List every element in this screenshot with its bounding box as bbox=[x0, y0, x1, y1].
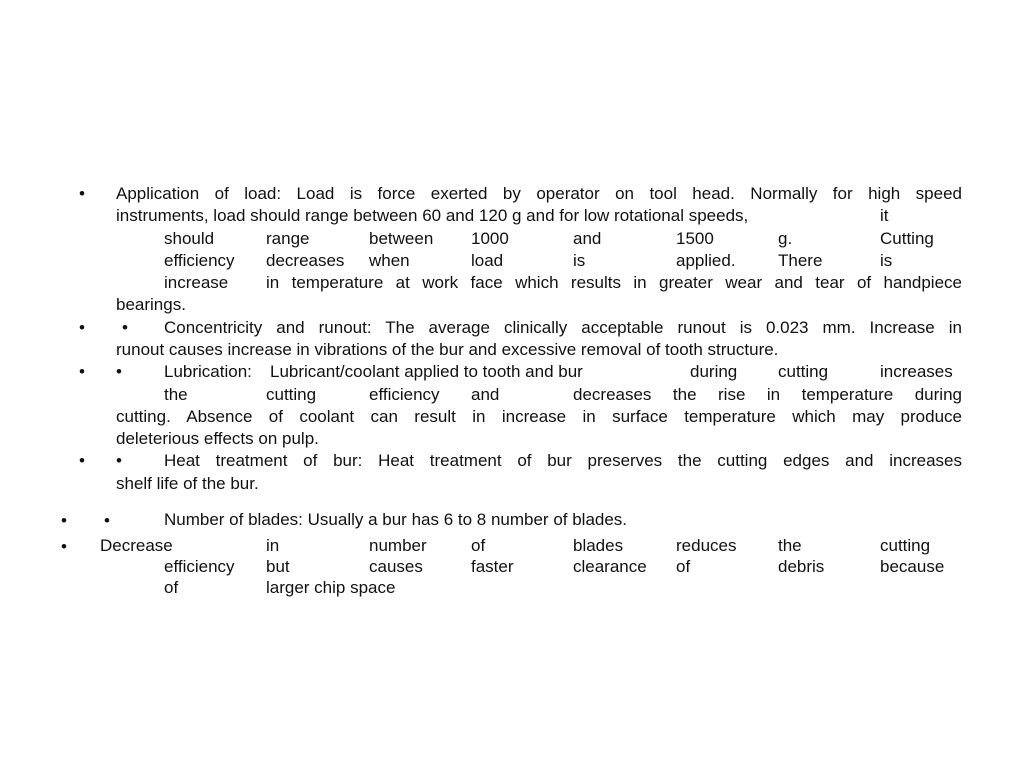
text-word: of bbox=[164, 578, 179, 597]
bullet-marker: • bbox=[79, 451, 85, 470]
text-word: and bbox=[471, 385, 500, 404]
text-line: Concentricity and runout: The average clinically acceptable runout is 0.023 mm. Increase in bbox=[164, 318, 962, 337]
text-word: efficiency bbox=[164, 557, 235, 576]
bullet-marker: • bbox=[61, 537, 67, 556]
text-word: increase bbox=[164, 273, 229, 292]
text-word: increases bbox=[880, 362, 953, 381]
text-word: and bbox=[573, 229, 602, 248]
bullet-marker: • bbox=[79, 184, 85, 203]
text-line: Heat treatment of bur: Heat treatment of bur preserves the cutting edges and increases bbox=[164, 451, 962, 470]
text-word: the bbox=[164, 385, 188, 404]
text-word: efficiency bbox=[369, 385, 440, 404]
text-word: because bbox=[880, 557, 945, 576]
text-line: decreases the rise in temperature during bbox=[573, 385, 962, 404]
bullet-marker: • bbox=[79, 318, 85, 337]
text-line: deleterious effects on pulp. bbox=[116, 429, 319, 448]
text-word: debris bbox=[778, 557, 825, 576]
text-word: causes bbox=[369, 557, 423, 576]
inner-bullet-marker: • bbox=[104, 511, 110, 530]
inner-bullet-marker: • bbox=[116, 362, 122, 381]
inner-bullet-marker: • bbox=[122, 318, 128, 337]
text-word: number bbox=[369, 536, 427, 555]
text-word: Decrease bbox=[100, 536, 173, 555]
text-word: efficiency bbox=[164, 251, 235, 270]
text-word: between bbox=[369, 229, 434, 248]
text-word: Cutting bbox=[880, 229, 934, 248]
text-segment: Lubricant/coolant applied to tooth and bur bbox=[270, 362, 583, 381]
inner-bullet-marker: • bbox=[116, 451, 122, 470]
text-line: runout causes increase in vibrations of the bur and excessive removal of tooth structure. bbox=[116, 340, 779, 359]
text-word: in bbox=[266, 536, 280, 555]
text-word: when bbox=[369, 251, 410, 270]
bullet-marker: • bbox=[79, 362, 85, 381]
text-word: reduces bbox=[676, 536, 737, 555]
text-word: clearance bbox=[573, 557, 647, 576]
text-word: should bbox=[164, 229, 215, 248]
text-line: instruments, load should range between 60 and 120 g and for low rotational speeds, bbox=[116, 206, 749, 225]
text-word: There bbox=[778, 251, 823, 270]
text-word: range bbox=[266, 229, 310, 248]
text-word: during bbox=[690, 362, 738, 381]
bullet-marker: • bbox=[61, 511, 67, 530]
text-word: faster bbox=[471, 557, 514, 576]
text-word: decreases bbox=[266, 251, 345, 270]
text-word: Lubrication: bbox=[164, 362, 252, 381]
text-word: cutting bbox=[880, 536, 931, 555]
text-segment: larger chip space bbox=[266, 578, 396, 597]
text-word: g. bbox=[778, 229, 793, 248]
text-word: load bbox=[471, 251, 504, 270]
text-word: applied. bbox=[676, 251, 736, 270]
text-word: blades bbox=[573, 536, 624, 555]
text-line: bearings. bbox=[116, 295, 186, 314]
text-word: it bbox=[880, 206, 889, 225]
text-word: is bbox=[573, 251, 586, 270]
text-word: cutting bbox=[778, 362, 829, 381]
text-line: Application of load: Load is force exerted by operator on tool head. Normally for high speed bbox=[116, 184, 962, 203]
text-line: cutting. Absence of coolant can result in increase in surface temperature which may produce bbox=[116, 407, 962, 426]
text-word: 1000 bbox=[471, 229, 509, 248]
text-word: the bbox=[778, 536, 802, 555]
text-line: Number of blades: Usually a bur has 6 to 8 number of blades. bbox=[164, 510, 628, 529]
text-word: of bbox=[676, 557, 691, 576]
text-word: of bbox=[471, 536, 486, 555]
text-word: cutting bbox=[266, 385, 317, 404]
text-line: shelf life of the bur. bbox=[116, 474, 259, 493]
text-word: but bbox=[266, 557, 290, 576]
text-line: in temperature at work face which results in greater wear and tear of handpiece bbox=[266, 273, 962, 292]
text-word: 1500 bbox=[676, 229, 714, 248]
text-word: is bbox=[880, 251, 893, 270]
